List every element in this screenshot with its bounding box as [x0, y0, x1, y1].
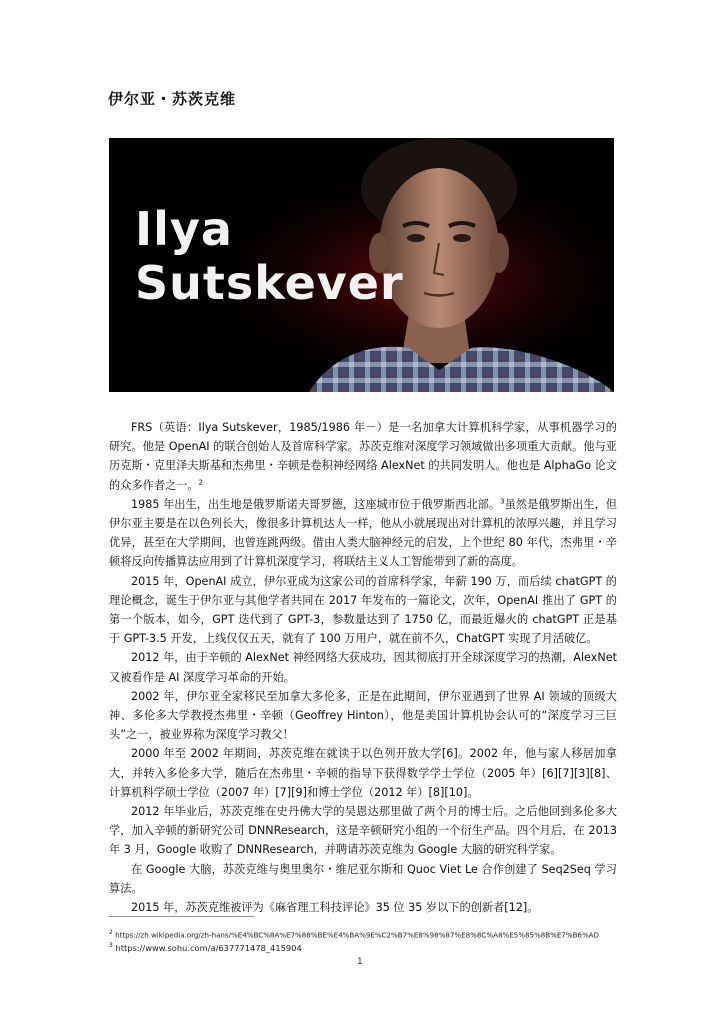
footnote-number: 2 [109, 929, 113, 936]
page-number: 1 [357, 957, 363, 967]
article-body [109, 418, 617, 917]
paragraph: 2012 年毕业后，苏茨克维在史丹佛大学的吴恩达那里做了两个月的博士后。之后他回到多伦多大学，加入辛顿的新研究公司 DNNResearch，这是辛顿研究小组的一个衍生产品。四个月后，在 2013 年 3 月，Google 收购了 DNNResearch，并聘请苏茨克维为 Google 大脑的研究科学家。 [109, 805, 617, 857]
portrait-name-line1: Ilya [135, 202, 233, 256]
footnote-link[interactable]: https://zh.wikipedia.org/zh-hans/%E4%BC%8A%E7%88%BE%E4%BA%9E%C2%B7%E8%98%87%E8%8C%A8%E5%85%8B%E7%B6%AD [115, 930, 599, 940]
portrait-name-line2: Sutskever [135, 256, 404, 310]
paragraph: 2000 年至 2002 年期间，苏茨克维在就读于以色列开放大学[6]。2002 年，他与家人移居加拿大，并转入多伦多大学，随后在杰弗里・辛顿的指导下获得数学学士学位（2005 年）[6][7][3][8]、计算机科学硕士学位（2007 年）[7][9]和博士学位（2012 年）[8][10]。 [109, 747, 617, 799]
footnote-link[interactable]: https://www.sohu.com/a/637771478_415904 [115, 942, 302, 953]
portrait-image [109, 138, 614, 392]
paragraph: 在 Google 大脑，苏茨克维与奥里奥尔・维尼亚尔斯和 Quoc Viet Le 合作创建了 Seq2Seq 学习算法。 [109, 862, 617, 895]
paragraph: 2015 年，苏茨克维被评为《麻省理工科技评论》35 位 35 岁以下的创新者[12]。 [131, 901, 539, 915]
paragraph: 2012 年，由于辛顿的 AlexNet 神经网络大获成功，因其彻底打开全球深度学习的热潮，AlexNet 又被看作是 AI 深度学习革命的开始。 [109, 651, 617, 684]
portrait-caption [135, 202, 404, 310]
footnote-item [109, 942, 302, 953]
footnote-ref: 2 [198, 477, 203, 486]
footnote-number: 3 [109, 942, 113, 949]
paragraph: 1985 年出生，出生地是俄罗斯诺夫哥罗德，这座城市位于俄罗斯西北部。$^3$虽然是俄罗斯出生，但伊尔亚主要是在以色列长大，像很多计算机达人一样，他从小就展现出对计算机的浓厚兴趣，并且学习优异，甚至在大学期间，也曾连跳两级。借由人类大脑神经元的启发，上个世纪 80 年代，杰弗里・辛顿将反向传播算法应用到了计算机深度学习，将联结主义人工智能带到了新的高度。 [109, 497, 617, 569]
footnote-ref: 3 [500, 497, 505, 506]
paragraph: FRS（英语：Ilya Sutskever，1985/1986 年－）是一名加拿大计算机科学家，从事机器学习的研究。他是 OpenAI 的联合创始人及首席科学家。苏茨克维对深度学习领域做出多项重大贡献。他与亚历克斯・克里泽夫斯基和杰弗里・辛顿是卷积神经网络 AlexNet 的共同发明人。他也是 AlphaGo 论文的众多作者之一。$^2$ [109, 421, 618, 492]
footnote-item [109, 929, 599, 939]
footnote-separator [109, 916, 254, 917]
paragraph: 2015 年，OpenAI 成立，伊尔亚成为这家公司的首席科学家，年薪 190 万，而后续 chatGPT 的理论概念，诞生于伊尔亚与其他学者共同在 2017 年发布的一篇论文，次年，OpenAI 推出了 GPT 的第一个版本，如今，GPT 迭代到了 GPT-3，参数量达到了 1750 亿，而最近爆火的 chatGPT 正是基于 GPT-3.5 开发，上线仅仅五天，就有了 100 万用户，就在前不久，ChatGPT 实现了月活破亿。 [109, 574, 617, 646]
document-title: 伊尔亚・苏茨克维 [108, 90, 237, 108]
paragraph: 2002 年，伊尔亚全家移民至加拿大多伦多，正是在此期间，伊尔亚遇到了世界 AI 领域的顶级大神、多伦多大学教授杰弗里・辛顿（Geoffrey Hinton），他是美国计算机协会认可的“深度学习三巨头”之一，被业界称为深度学习教父！ [109, 689, 617, 742]
